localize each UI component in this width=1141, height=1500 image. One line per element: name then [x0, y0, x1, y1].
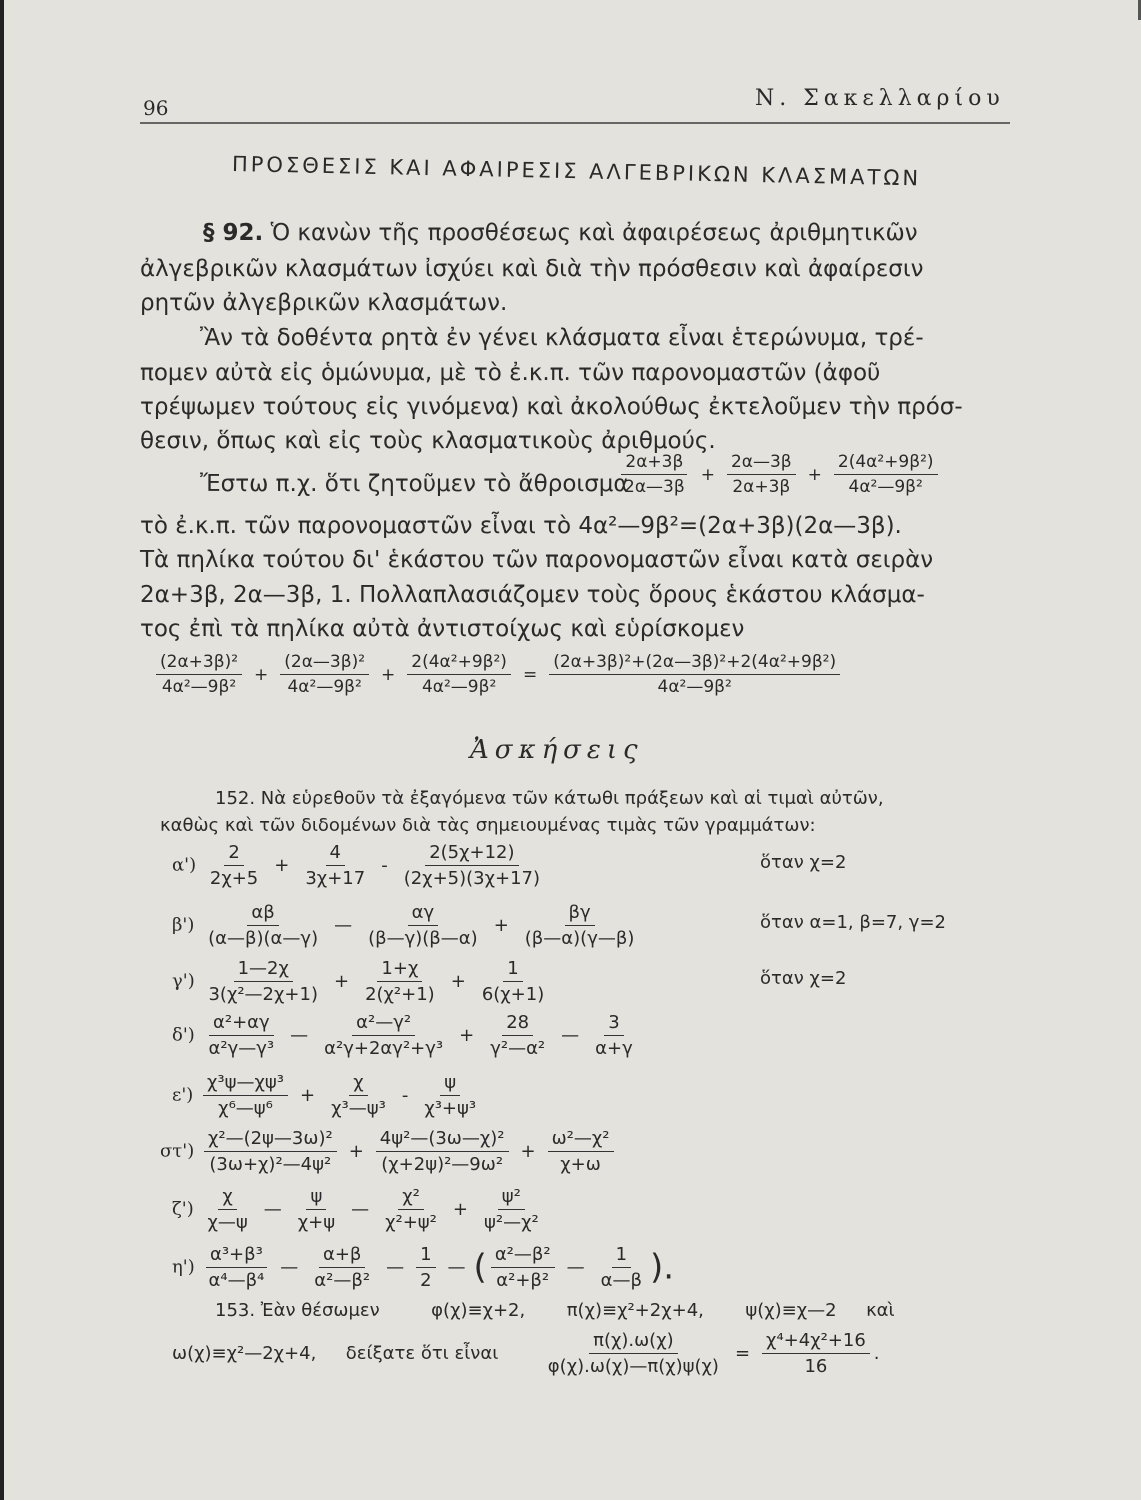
exercise-item: στ') $\frac{\text{χ²—(2ψ—3ω)²}}{\text{(3ω+χ)²—4ψ²}}$ + $\frac{\text{4ψ²—(3ω—χ)²}}{\text{(χ+2ψ)²—9ω²}}$ + $\frac{\text{ω²—χ²}}{\chi+\omega}$ [160, 1128, 618, 1175]
para-line-3: ρητῶν ἀλγεβρικῶν κλασμάτων. [140, 290, 508, 316]
para-line-4: Ἂν τὰ δοθέντα ρητὰ ἐν γένει κλάσματα εἶναι ἑτερώνυμα, τρέ- [200, 325, 924, 351]
scan-edge [0, 0, 4, 1500]
para-line-6: τρέψωμεν τούτους εἰς γινόμενα) καὶ ἀκολούθως ἐκτελοῦμεν τὴν πρόσ- [140, 394, 963, 420]
para-line-10: Τὰ πηλίκα τούτου δι' ἑκάστου τῶν παρονομαστῶν εἶναι κατὰ σειρὰν [140, 547, 934, 573]
exercise-item: ε') $\frac{\text{χ³ψ—χψ³}}{\text{χ⁶—ψ⁶}}$ + $\frac{\chi}{\text{χ³—ψ³}}$ - $\frac{\psi}{\text{χ³+ψ³}}$ [172, 1072, 477, 1119]
ex153-line-1: 153. Ἐὰν θέσωμεν φ(χ)≡χ+2, π(χ)≡χ²+2χ+4, ψ(χ)≡χ—2 καὶ [215, 1300, 895, 1321]
ex152-intro-2: καθὼς καὶ τῶν διδομένων διὰ τὰς σημειουμένας τιμὰς τῶν γραμμάτων: [160, 815, 816, 836]
result-equation: $\frac{\text{(2α+3β)²}}{\text{4α²—9β²}}$ + $\frac{\text{(2α—3β)²}}{\text{4α²—9β²}}$ + $\frac{\text{2(4α²+9β²)}}{\text{4α²—9β²}}$ = $\frac{\text{(2α+3β)²+(2α—3β)²+2(4α²+9β²)}}{\text{4α²—9β²}}$ [152, 652, 844, 697]
fraction: $\frac{\text{2(4α²+9β²)}}{\text{4α²—9β²}}$ [834, 452, 938, 497]
header-rule [140, 122, 1010, 124]
exercise-item: η') $\frac{\text{α³+β³}}{\text{α⁴—β⁴}}$ — $\frac{\alpha+\beta}{\text{α²—β²}}$ — $\frac{1}{2}$ — ( $\frac{\text{α²—β²}}{\text{α²+β²}}$ — $\frac{1}{\alpha—\beta}$ ). [172, 1244, 675, 1291]
condition: ὅταν α=1, β=7, γ=2 [760, 912, 946, 933]
para-line-1 [203, 222, 918, 245]
para-line-11: 2α+3β, 2α—3β, 1. Πολλαπλασιάζομεν τοὺς ὅρους ἑκάστου κλάσμα- [140, 582, 925, 608]
exercise-item: α') $\frac{2}{2\chi+5}$ + $\frac{4}{3\chi+17}$ - $\frac{2(5\chi+12)}{(2\chi+5)(3\chi+17)}$ [172, 842, 541, 889]
page-number: 96 [143, 96, 169, 120]
ex153-line-2: ω(χ)≡χ²—2χ+4, δείξατε ὅτι εἶναι $\frac{\pi(\chi).\omega(\chi)}{\varphi(\chi).\omega(\chi)—\pi(\chi)\psi(\chi)}$ = $\frac{\text{χ⁴+4χ²+16}}{16}$ . [172, 1330, 880, 1377]
para-line-8: Ἔστω π.χ. ὅτι ζητοῦμεν τὸ ἄθροισμα [200, 471, 629, 497]
exercise-item: ζ') $\frac{\chi}{\chi—\psi}$ — $\frac{\psi}{\chi+\psi}$ — $\frac{\text{χ²}}{\text{χ²+ψ²}}$ + $\frac{\text{ψ²}}{\text{ψ²—χ²}}$ [172, 1186, 539, 1233]
section-number: § 92. [203, 220, 264, 246]
fraction: $\frac{\text{(2α—3β)²}}{\text{4α²—9β²}}$ [280, 652, 369, 697]
para-line-12: τος ἐπὶ τὰ πηλίκα αὐτὰ ἀντιστοίχως καὶ εὑρίσκομεν [140, 616, 745, 642]
fraction: $\frac{\text{2(4α²+9β²)}}{\text{4α²—9β²}}$ [407, 652, 511, 697]
fraction: $\frac{2\alpha+3\beta}{2\alpha—3\beta}$ [620, 452, 689, 497]
exercises-heading: Ἀσκήσεις [470, 735, 644, 765]
exercise-item: γ') $\frac{1—2\chi}{\text{3(χ²—2χ+1)}}$ + $\frac{1+\chi}{\text{2(χ²+1)}}$ + $\frac{1}{6(\chi+1)}$ [172, 958, 545, 1005]
fraction: $\frac{\text{(2α+3β)²+(2α—3β)²+2(4α²+9β²)}}{\text{4α²—9β²}}$ [549, 652, 840, 697]
ex152-intro-1: 152. Νὰ εὑρεθοῦν τὰ ἐξαγόμενα τῶν κάτωθι πράξεων καὶ αἱ τιμαὶ αὐτῶν, [215, 788, 884, 809]
running-head: Ν. Σακελλαρίου [755, 86, 1005, 111]
example-sum: $\frac{2\alpha+3\beta}{2\alpha—3\beta}$ + $\frac{2\alpha—3\beta}{2\alpha+3\beta}$ + $\frac{\text{2(4α²+9β²)}}{\text{4α²—9β²}}$ [616, 452, 942, 497]
exercise-item: β') $\frac{\alpha\beta}{(\alpha—\beta)(\alpha—\gamma)}$ — $\frac{\alpha\gamma}{(\beta—\gamma)(\beta—\alpha)}$ + $\frac{\beta\gamma}{(\beta—\alpha)(\gamma—\beta)}$ [172, 902, 635, 949]
condition: ὅταν χ=2 [760, 968, 847, 989]
para-line-9: τὸ ἐ.κ.π. τῶν παρονομαστῶν εἶναι τὸ 4α²—9β²=(2α+3β)(2α—3β). [140, 513, 902, 539]
para-line-2: ἀλγεβρικῶν κλασμάτων ἰσχύει καὶ διὰ τὴν πρόσθεσιν καὶ ἀφαίρεσιν [140, 256, 924, 282]
para-line-5: πομεν αὐτὰ εἰς ὁμώνυμα, μὲ τὸ ἐ.κ.π. τῶν παρονομαστῶν (ἀφοῦ [140, 360, 881, 386]
section-title: ΠΡΟΣΘΕΣΙΣ ΚΑΙ ΑΦΑΙΡΕΣΙΣ ΑΛΓΕΒΡΙΚΩΝ ΚΛΑΣΜΑΤΩΝ [231, 152, 922, 191]
para-text: Ὁ κανὼν τῆς προσθέσεως καὶ ἀφαιρέσεως ἀριθμητικῶν [270, 220, 918, 246]
exercise-item: δ') $\frac{\text{α²+αγ}}{\text{α²γ—γ³}}$ — $\frac{\text{α²—γ²}}{\text{α²γ+2αγ²+γ³}}$ + $\frac{28}{\text{γ²—α²}}$ — $\frac{3}{\alpha+\gamma}$ [172, 1012, 633, 1059]
fraction: $\frac{2\alpha—3\beta}{2\alpha+3\beta}$ [727, 452, 796, 497]
condition: ὅταν χ=2 [760, 852, 847, 873]
para-line-7: θεσιν, ὅπως καὶ εἰς τοὺς κλασματικοὺς ἀριθμούς. [140, 428, 716, 454]
fraction: $\frac{\text{(2α+3β)²}}{\text{4α²—9β²}}$ [156, 652, 242, 697]
